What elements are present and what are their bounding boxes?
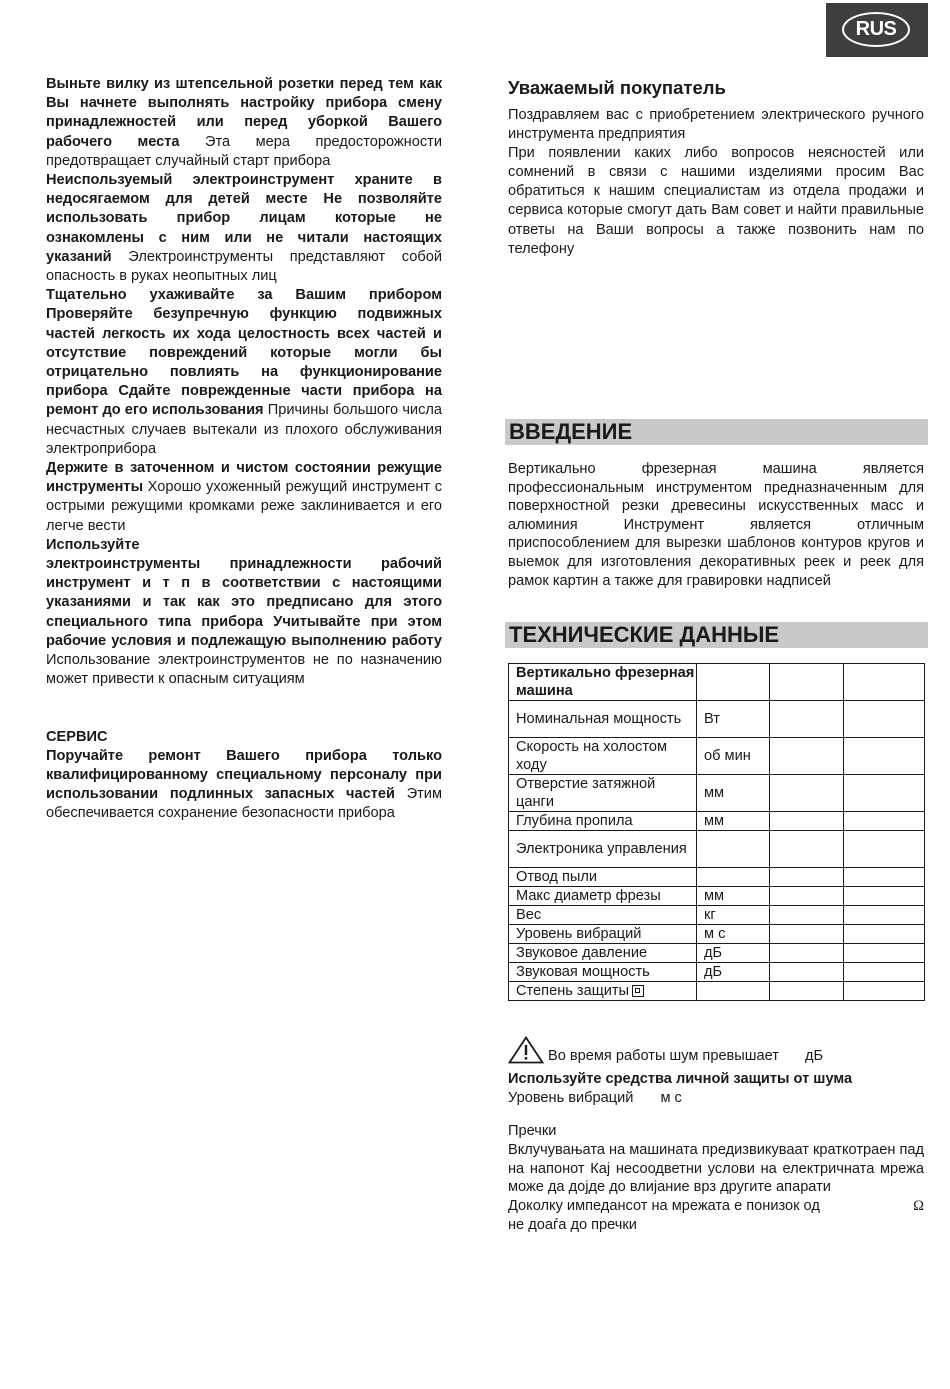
interference-p2-b: не доаѓа до пречки xyxy=(508,1216,637,1233)
table-label-cell xyxy=(509,868,697,887)
service-heading: СЕРВИС xyxy=(46,728,108,745)
table-label-text: Номинальная мощность xyxy=(516,711,682,727)
table-value-cell xyxy=(844,944,925,963)
greeting-title: Уважаемый покупатель xyxy=(508,77,726,98)
table-row xyxy=(509,738,925,775)
table-value-cell xyxy=(770,868,844,887)
table-label-text: Вертикально фрезерная машина xyxy=(516,665,695,699)
tech-data-table xyxy=(508,663,925,1001)
table-label-text: Степень защиты xyxy=(516,983,630,999)
table-header-cell xyxy=(509,664,697,701)
table-row xyxy=(509,963,925,982)
interference-paragraph-1: Вклучувањата на машината предизвикуваат краткотраен пад на напонот Кај несоодветни услови на електричната мрежа може да дојде до влијание врз другите апарати xyxy=(508,1141,924,1196)
protection-class-icon xyxy=(632,985,644,997)
table-unit-cell: мм xyxy=(697,775,770,812)
table-value-cell xyxy=(844,664,925,701)
table-row xyxy=(509,831,925,868)
table-value-cell xyxy=(844,812,925,831)
tech-heading: ТЕХНИЧЕСКИЕ ДАННЫЕ xyxy=(505,622,928,648)
interference-section xyxy=(508,1122,924,1235)
table-value-cell xyxy=(844,831,925,868)
table-value-cell xyxy=(770,775,844,812)
table-row xyxy=(509,812,925,831)
table-value-cell xyxy=(770,831,844,868)
table-label-cell xyxy=(509,982,697,1001)
table-label-text: Электроника управления xyxy=(516,841,687,857)
table-value-cell xyxy=(770,925,844,944)
table-label-cell xyxy=(509,963,697,982)
service-bold: Поручайте ремонт Вашего прибора только квалифицированному специальному персоналу при использовании подлинных запасных частей xyxy=(46,747,442,803)
table-label-cell xyxy=(509,925,697,944)
safety-p3-text: Причины большого числа несчастных случаев вытекали из плохого обслуживания электроприбора xyxy=(46,402,442,457)
safety-p2-text: Электроинструменты представляют собой опасность в руках неопытных лиц xyxy=(46,248,442,285)
table-value-cell xyxy=(844,887,925,906)
intro-section xyxy=(508,460,924,590)
table-row xyxy=(509,887,925,906)
table-label-text: Вес xyxy=(516,907,542,923)
table-value-cell xyxy=(770,944,844,963)
table-unit-cell xyxy=(697,982,770,1001)
safety-p3-bold: Тщательно ухаживайте за Вашим прибором Проверяйте безупречную функцию подвижных частей легкость их хода целостность всех частей и отсутствие повреждений которые могли бы отрицательно повлиять на функционирование прибора Сдайте поврежденные части прибора на ремонт до его использования xyxy=(46,287,442,419)
table-value-cell xyxy=(770,664,844,701)
safety-paragraph-5a xyxy=(46,536,442,555)
table-label-text: Глубина пропила xyxy=(516,813,633,829)
table-row xyxy=(509,944,925,963)
table-row xyxy=(509,925,925,944)
noise-warning-text: Во время работы шум превышает xyxy=(548,1048,779,1064)
intro-heading: ВВЕДЕНИЕ xyxy=(505,419,928,445)
table-value-cell xyxy=(770,982,844,1001)
table-unit-cell: дБ xyxy=(697,963,770,982)
table-value-cell xyxy=(770,701,844,738)
table-label-text: Макс диаметр фрезы xyxy=(516,888,661,904)
table-value-cell xyxy=(770,887,844,906)
table-label-cell xyxy=(509,812,697,831)
table-row xyxy=(509,868,925,887)
table-label-text: Уровень вибраций xyxy=(516,926,642,942)
badge-text: RUS xyxy=(855,18,897,40)
safety-paragraph-3 xyxy=(46,286,442,459)
table-row xyxy=(509,982,925,1001)
table-unit-cell: кг xyxy=(697,906,770,925)
table-label-cell xyxy=(509,775,697,812)
safety-paragraph-5 xyxy=(46,555,442,689)
language-badge xyxy=(826,3,928,57)
table-unit-cell: дБ xyxy=(697,944,770,963)
table-value-cell xyxy=(844,775,925,812)
warning-triangle-icon xyxy=(508,1036,544,1070)
safety-p1-text: Эта мера предосторожности предотвращает случайный старт прибора xyxy=(46,133,442,169)
safety-p4-text: Хорошо ухоженный режущий инструмент с острыми режущими кромками реже заклинивается и его легче вести xyxy=(46,479,442,534)
table-value-cell xyxy=(844,701,925,738)
greeting-section xyxy=(508,76,924,259)
table-label-text: Отвод пыли xyxy=(516,869,598,885)
table-value-cell xyxy=(844,868,925,887)
table-unit-cell: Вт xyxy=(697,701,770,738)
table-unit-cell: м с xyxy=(697,925,770,944)
table-unit-cell xyxy=(697,868,770,887)
noise-warning-unit: дБ xyxy=(804,1048,824,1064)
table-label-cell xyxy=(509,887,697,906)
safety-p4-bold: Держите в заточенном и чистом состоянии режущие инструменты xyxy=(46,460,442,496)
table-unit-cell xyxy=(697,831,770,868)
noise-warning-line xyxy=(508,1036,924,1070)
vibration-label: Уровень вибраций xyxy=(508,1090,634,1107)
safety-column xyxy=(46,75,442,824)
safety-p5-text: Использование электроинструментов не по назначению может привести к опасным ситуациям xyxy=(46,652,442,688)
table-unit-cell: мм xyxy=(697,887,770,906)
table-row xyxy=(509,701,925,738)
table-value-cell xyxy=(770,738,844,775)
table-value-cell xyxy=(770,906,844,925)
table-unit-cell: об мин xyxy=(697,738,770,775)
noise-protection-text: Используйте средства личной защиты от шума xyxy=(508,1071,853,1088)
interference-paragraph-2 xyxy=(508,1197,924,1235)
safety-paragraph-1 xyxy=(46,75,442,171)
interference-title: Пречки xyxy=(508,1123,557,1139)
interference-p2-a: Доколку импедансот на мрежата е понизок од xyxy=(508,1198,820,1215)
table-value-cell xyxy=(844,906,925,925)
omega-symbol: Ω xyxy=(913,1198,924,1215)
table-label-text: Звуковое давление xyxy=(516,945,648,961)
safety-p1-bold: Выньте вилку из штепсельной розетки перед тем как Вы начнете выполнять настройку прибора смену принадлежностей или перед уборкой Вашего рабочего места xyxy=(46,76,442,150)
table-value-cell xyxy=(770,963,844,982)
table-label-cell xyxy=(509,701,697,738)
table-label-cell xyxy=(509,738,697,775)
safety-paragraph-4 xyxy=(46,459,442,536)
greeting-paragraph-2: При появлении каких либо вопросов неясностей или сомнений в связи с нашими изделиями просим Вас обратиться к нашим специалистам из отдела продажи и сервиса которые смогут дать Вам совет и найти правильные ответы на Ваши вопросы а также позвонить нам по телефону xyxy=(508,145,924,257)
table-unit-cell xyxy=(697,664,770,701)
table-label-cell xyxy=(509,944,697,963)
table-label-cell xyxy=(509,906,697,925)
table-value-cell xyxy=(844,982,925,1001)
service-paragraph xyxy=(46,747,442,824)
service-text: Этим обеспечивается сохранение безопасности прибора xyxy=(46,786,442,822)
table-label-text: Звуковая мощность xyxy=(516,964,650,980)
table-value-cell xyxy=(844,738,925,775)
table-label-text: Отверстие затяжной цанги xyxy=(516,776,656,810)
table-label-text: Скорость на холостом ходу xyxy=(516,739,667,773)
greeting-paragraph-1: Поздравляем вас с приобретением электрического ручного инструмента предприятия xyxy=(508,107,924,143)
safety-p5-bold-b: электроинструменты принадлежности рабочий инструмент и т п в соответствии с настоящими указаниями и так как это предписано для этого специального типа прибора Учитывайте при этом рабочие условия и подлежащую выполнению работу xyxy=(46,556,442,649)
table-value-cell xyxy=(844,925,925,944)
table-row xyxy=(509,775,925,812)
table-row xyxy=(509,906,925,925)
table-label-cell xyxy=(509,831,697,868)
vibration-unit: м с xyxy=(660,1090,682,1107)
noise-vibration-line xyxy=(508,1089,924,1108)
table-value-cell xyxy=(770,812,844,831)
table-header-row xyxy=(509,664,925,701)
safety-p5-bold-a: Используйте xyxy=(46,536,140,553)
table-unit-cell: мм xyxy=(697,812,770,831)
safety-paragraph-2 xyxy=(46,171,442,286)
intro-text: Вертикально фрезерная машина является профессиональным инструментом предназначенным для поверхностной резки древесины искусственных масс и алюминия Инструмент является отличным приспособлением для вырезки шаблонов контуров кругов и выемок для изготовления декоративных реек и реек для рамок картин а также для гравировки надписей xyxy=(508,461,924,589)
noise-section xyxy=(508,1036,924,1109)
safety-p2-bold: Неиспользуемый электроинструмент храните в недосягаемом для детей месте Не позволяйте использовать прибор лицам которые не ознакомлены с ним или не читали настоящих указаний xyxy=(46,172,442,265)
table-value-cell xyxy=(844,963,925,982)
